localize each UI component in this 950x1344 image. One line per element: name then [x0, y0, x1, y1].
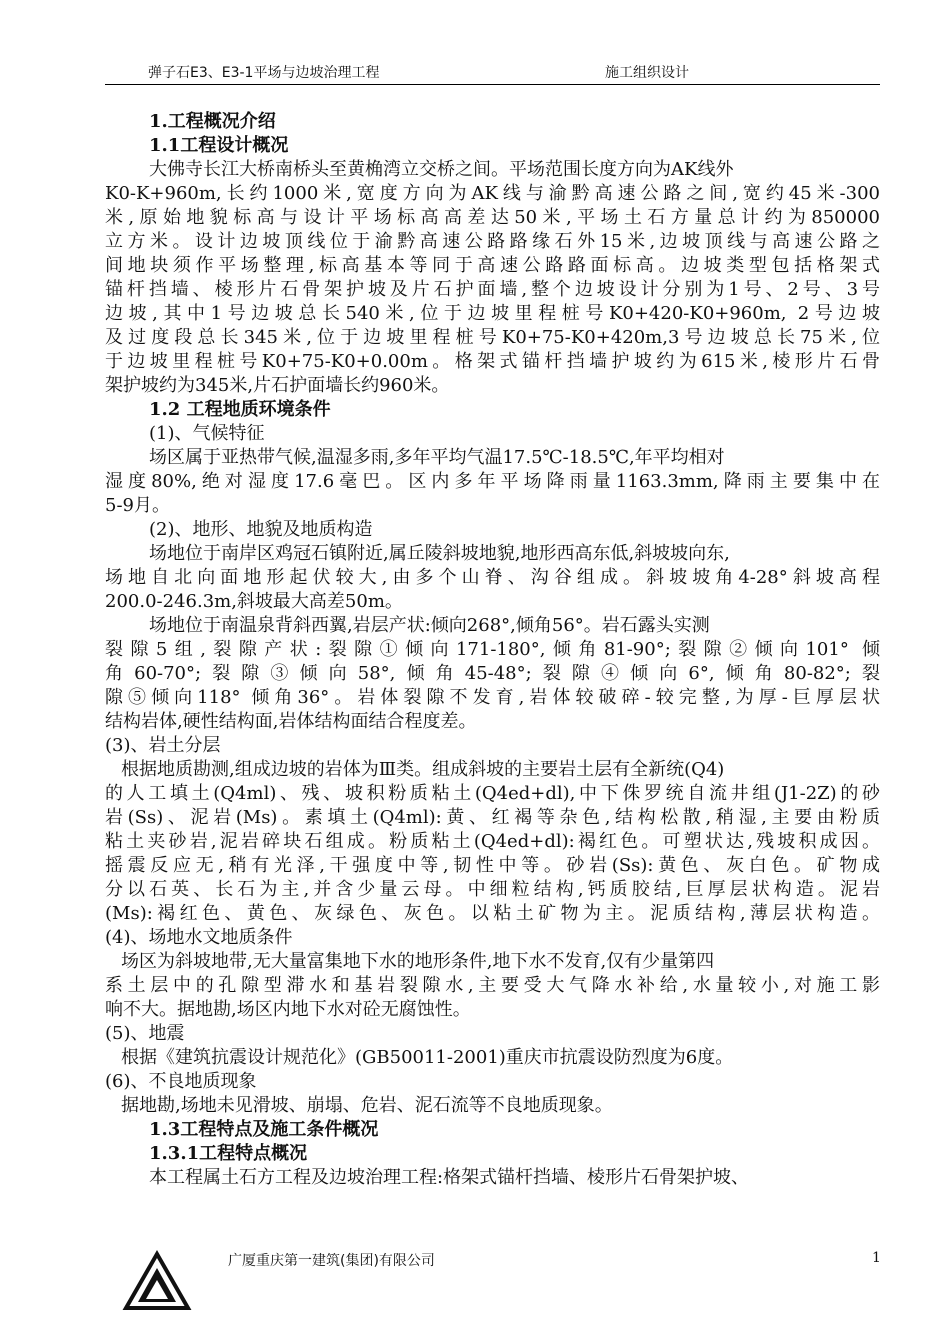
paragraph-line: 岩(Ss)、泥岩(Ms)。素填土(Q4ml):黄、红褐等杂色,结构松散,稍湿,主要由粉质: [105, 807, 880, 828]
paragraph-line: 裂隙5组,裂隙产状:裂隙①倾向171-180°,倾角81-90°;裂隙②倾向101° 倾: [105, 639, 880, 660]
header-rule: [105, 84, 880, 85]
paragraph-line: 场地位于南温泉背斜西翼,岩层产状:倾向268°,倾角56°。岩石露头实测: [149, 615, 710, 636]
company-logo-icon: [122, 1250, 192, 1312]
paragraph-line: 根据《建筑抗震设计规范化》(GB50011-2001)重庆市抗震设防烈度为6度。: [121, 1047, 734, 1068]
paragraph-line: 锚杆挡墙、棱形片石骨架护坡及片石护面墙,整个边坡设计分别为1号、2号、3号: [105, 279, 880, 300]
paragraph-line: (Ms):褐红色、黄色、灰绿色、灰色。以粘土矿物为主。泥质结构,薄层状构造。: [105, 903, 880, 924]
paragraph-line: 响不大。据地勘,场区内地下水对砼无腐蚀性。: [105, 999, 471, 1020]
paragraph-line: 隙⑤倾向118° 倾角36°。岩体裂隙不发育,岩体较破碎-较完整,为厚-巨厚层状: [105, 687, 880, 708]
paragraph-line: 场区属于亚热带气候,温湿多雨,多年平均气温17.5℃-18.5℃,年平均相对: [149, 447, 725, 468]
subsection-heading: 1.1工程设计概况: [149, 135, 289, 156]
paragraph-line: 米,原始地貌标高与设计平场标高高差达50米,平场土石方量总计约为850000: [105, 207, 880, 228]
paragraph-line: 场地自北向面地形起伏较大,由多个山脊、沟谷组成。斜坡坡角4-28°斜坡高程: [105, 567, 880, 588]
item-heading: (2)、地形、地貌及地质构造: [149, 519, 373, 540]
section-heading: 1.工程概况介绍: [149, 111, 276, 132]
header-doc-type: 施工组织设计: [605, 65, 689, 81]
paragraph-line: 根据地质勘测,组成边坡的岩体为Ⅲ类。组成斜坡的主要岩土层有全新统(Q4): [121, 759, 725, 780]
paragraph-line: 角60-70°;裂隙③倾向58°,倾角45-48°;裂隙④倾向6°,倾角80-82°;裂: [105, 663, 880, 684]
item-heading: (5)、地震: [105, 1023, 185, 1044]
subsection-heading: 1.2 工程地质环境条件: [149, 399, 331, 420]
paragraph-line: 5-9月。: [105, 495, 170, 516]
document-body: [105, 110, 880, 1190]
paragraph-line: K0-K+960m,长约1000米,宽度方向为AK线与渝黔高速公路之间,宽约45米-300: [105, 183, 880, 204]
paragraph-line: 本工程属土石方工程及边坡治理工程:格架式锚杆挡墙、棱形片石骨架护坡、: [149, 1167, 750, 1188]
footer-company: 广厦重庆第一建筑(集团)有限公司: [228, 1253, 435, 1269]
paragraph-line: 湿度80%,绝对湿度17.6毫巴。区内多年平场降雨量1163.3mm,降雨主要集中在: [105, 471, 880, 492]
paragraph-line: 架护坡约为345米,片石护面墙长约960米。: [105, 375, 450, 396]
paragraph-line: 于边坡里程桩号K0+75-K0+0.00m。格架式锚杆挡墙护坡约为615米,棱形片石骨: [105, 351, 880, 372]
paragraph-line: 结构岩体,硬性结构面,岩体结构面结合程度差。: [105, 711, 477, 732]
page-number: 1: [872, 1250, 881, 1266]
paragraph-line: 200.0-246.3m,斜坡最大高差50m。: [105, 591, 403, 612]
subsection-heading: 1.3.1工程特点概况: [149, 1143, 308, 1164]
paragraph-line: 间地块须作平场整理,标高基本等同于高速公路路面标高。边坡类型包括格架式: [105, 255, 880, 276]
paragraph-line: 分以石英、长石为主,并含少量云母。中细粒结构,钙质胶结,巨厚层状构造。泥岩: [105, 879, 880, 900]
paragraph-line: 粘土夹砂岩,泥岩碎块石组成。粉质粘土(Q4ed+dl):褐红色。可塑状达,残坡积成因。: [105, 831, 880, 852]
paragraph-line: 立方米。设计边坡顶线位于渝黔高速公路路缘石外15米,边坡顶线与高速公路之: [105, 231, 880, 252]
paragraph-line: 的人工填土(Q4ml)、残、坡积粉质粘土(Q4ed+dl),中下侏罗统自流井组(J1-2Z)的砂: [105, 783, 880, 804]
item-heading: (1)、气候特征: [149, 423, 265, 444]
paragraph-line: 系土层中的孔隙型滞水和基岩裂隙水,主要受大气降水补给,水量较小,对施工影: [105, 975, 880, 996]
paragraph-line: 摇震反应无,稍有光泽,干强度中等,韧性中等。砂岩(Ss):黄色、灰白色。矿物成: [105, 855, 880, 876]
paragraph-line: 大佛寺长江大桥南桥头至黄桷湾立交桥之间。平场范围长度方向为AK线外: [149, 159, 734, 180]
paragraph-line: 据地勘,场地未见滑坡、崩塌、危岩、泥石流等不良地质现象。: [121, 1095, 613, 1116]
item-heading: (6)、不良地质现象: [105, 1071, 257, 1092]
paragraph-line: 及过度段总长345米,位于边坡里程桩号K0+75-K0+420m,3号边坡总长75米,位: [105, 327, 880, 348]
item-heading: (4)、场地水文地质条件: [105, 927, 293, 948]
paragraph-line: 场地位于南岸区鸡冠石镇附近,属丘陵斜坡地貌,地形西高东低,斜坡坡向东,: [149, 543, 730, 564]
item-heading: (3)、岩土分层: [105, 735, 221, 756]
subsection-heading: 1.3工程特点及施工条件概况: [149, 1119, 379, 1140]
paragraph-line: 场区为斜坡地带,无大量富集地下水的地形条件,地下水不发育,仅有少量第四: [121, 951, 715, 972]
header-project-title: 弹子石E3、E3-1平场与边坡治理工程: [148, 65, 380, 81]
paragraph-line: 边坡,其中1号边坡总长540米,位于边坡里程桩号K0+420-K0+960m, 2号边坡: [105, 303, 880, 324]
